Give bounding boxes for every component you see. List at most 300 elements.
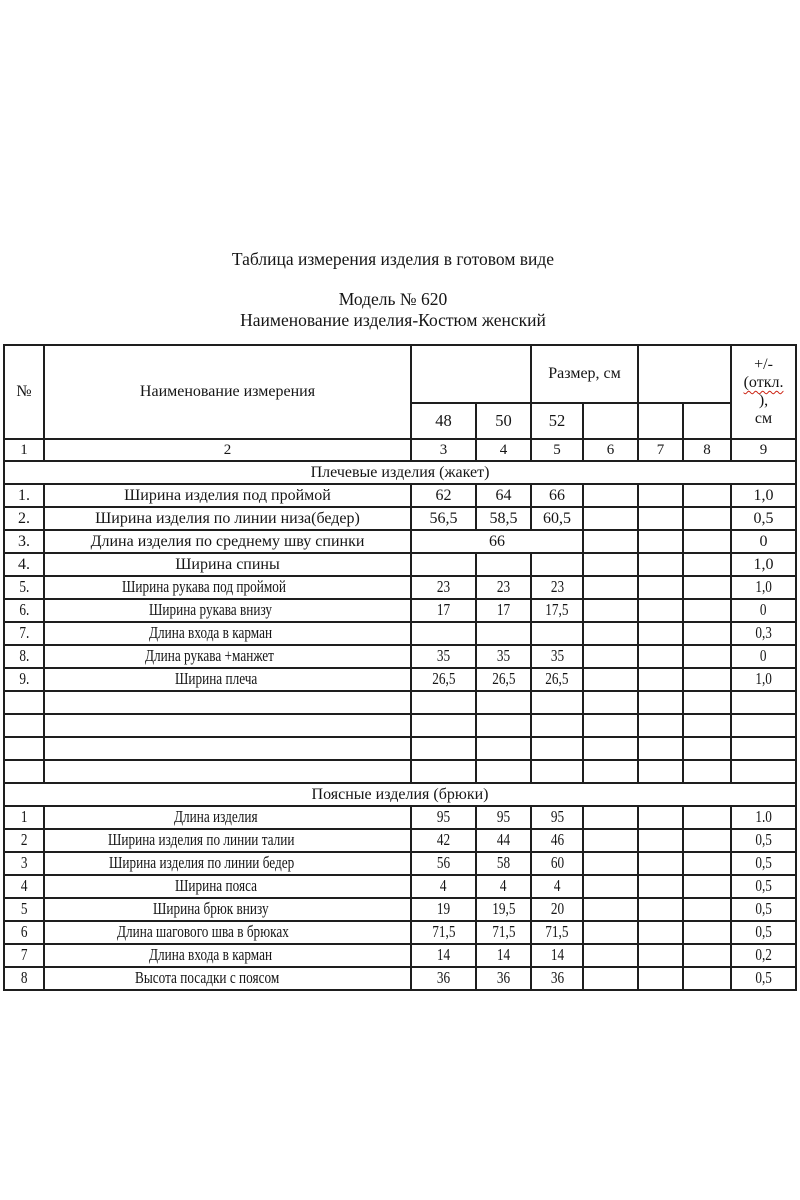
size-value-cell-text: 46 <box>550 830 564 849</box>
col-number-4: 4 <box>476 439 531 461</box>
measurement-name-cell <box>44 645 411 668</box>
measurement-name-cell <box>44 530 411 553</box>
size-value-cell <box>583 737 638 760</box>
size-value-cell <box>583 530 638 553</box>
size-value-cell <box>583 599 638 622</box>
tolerance-cell-text: 0 <box>760 600 767 619</box>
measurement-name-cell-text: Ширина брюк внизу <box>153 899 269 918</box>
size-value-cell-text: 19,5 <box>491 899 516 918</box>
header-size-group: Размер, см <box>531 345 638 403</box>
size-value-cell <box>476 645 531 668</box>
size-value-cell <box>638 898 683 921</box>
size-value-cell <box>476 599 531 622</box>
size-value-cell <box>683 507 731 530</box>
size-header-50: 50 <box>476 403 531 439</box>
measurement-name-cell <box>44 898 411 921</box>
tolerance-cell <box>731 599 796 622</box>
size-value-cell <box>531 668 583 691</box>
measurement-name-cell-text: Ширина рукава внизу <box>148 600 272 619</box>
measurement-name-cell <box>44 553 411 576</box>
size-value-cell <box>411 852 476 875</box>
size-value-cell <box>411 484 476 507</box>
col-number-8: 8 <box>683 439 731 461</box>
size-value-cell-text: 36 <box>436 968 451 987</box>
col-number-2: 2 <box>44 439 411 461</box>
size-header-blank-1 <box>583 403 638 439</box>
size-value-cell <box>683 645 731 668</box>
size-value-cell-text: 66 <box>549 486 565 504</box>
col-number-3: 3 <box>411 439 476 461</box>
header-gap-right <box>638 345 731 403</box>
size-value-cell <box>411 714 476 737</box>
size-value-cell-text: 35 <box>436 646 451 665</box>
col-number-7: 7 <box>638 439 683 461</box>
size-value-cell <box>683 806 731 829</box>
row-number-cell-text: 2 <box>20 830 28 849</box>
size-value-cell <box>476 875 531 898</box>
size-value-cell <box>411 622 476 645</box>
measurement-name-cell-text: Ширина изделия под проймой <box>124 486 331 504</box>
size-value-cell <box>683 668 731 691</box>
row-number-cell <box>4 553 44 576</box>
size-value-cell <box>583 507 638 530</box>
size-value-cell <box>683 829 731 852</box>
tolerance-cell <box>731 691 796 714</box>
tolerance-cell <box>731 484 796 507</box>
size-value-cell-text: 23 <box>436 577 451 596</box>
size-value-cell <box>476 852 531 875</box>
measurement-row <box>4 576 796 599</box>
size-value-cell <box>683 898 731 921</box>
size-value-cell-text: 64 <box>495 486 512 504</box>
row-number-cell-text: 3. <box>18 532 30 550</box>
size-value-cell <box>683 875 731 898</box>
measurement-name-cell <box>44 622 411 645</box>
size-value-cell <box>583 806 638 829</box>
size-value-cell <box>476 691 531 714</box>
size-value-cell <box>476 898 531 921</box>
size-value-cell <box>638 760 683 783</box>
tolerance-line-3: ), <box>758 392 769 409</box>
measurement-name-cell-text: Длина изделия <box>173 807 258 826</box>
size-value-cell <box>583 921 638 944</box>
measurement-name-cell-text: Ширина пояса <box>174 876 257 895</box>
measurement-row <box>4 944 796 967</box>
size-value-cell-text: 71,5 <box>491 922 516 941</box>
size-value-cell <box>583 875 638 898</box>
size-value-cell <box>683 714 731 737</box>
measurement-row <box>4 599 796 622</box>
size-value-cell <box>531 852 583 875</box>
size-value-cell-text: 95 <box>436 807 451 826</box>
section-header-row <box>4 461 796 484</box>
size-value-cell <box>683 921 731 944</box>
tolerance-cell <box>731 553 796 576</box>
size-value-cell <box>411 507 476 530</box>
tolerance-cell-text: 0 <box>759 532 768 550</box>
size-value-cell <box>476 507 531 530</box>
header-gap-left <box>411 345 531 403</box>
size-value-cell <box>411 806 476 829</box>
size-value-cell-text: 4 <box>440 876 447 895</box>
row-number-cell <box>4 944 44 967</box>
measurement-row <box>4 967 796 990</box>
row-number-cell <box>4 714 44 737</box>
size-value-cell <box>476 484 531 507</box>
measurement-name-cell <box>44 806 411 829</box>
size-value-cell <box>531 967 583 990</box>
measurement-row <box>4 622 796 645</box>
size-value-cell <box>411 576 476 599</box>
tolerance-cell <box>731 622 796 645</box>
row-number-cell <box>4 967 44 990</box>
document-title: Таблица измерения изделия в готовом виде <box>231 249 555 269</box>
size-value-cell <box>638 737 683 760</box>
tolerance-cell <box>731 852 796 875</box>
size-value-cell <box>583 967 638 990</box>
size-value-cell-text: 58 <box>496 853 511 872</box>
row-number-cell <box>4 898 44 921</box>
size-value-cell <box>531 898 583 921</box>
size-value-cell-text: 17,5 <box>545 600 569 619</box>
size-value-cell-text: 44 <box>496 830 511 849</box>
measurement-name-cell-text: Длина входа в карман <box>148 623 272 642</box>
tolerance-cell-text: 1,0 <box>755 577 772 596</box>
row-number-cell <box>4 737 44 760</box>
tolerance-cell-text: 1,0 <box>755 669 772 688</box>
size-value-cell-text: 71,5 <box>431 922 456 941</box>
row-number-cell-text: 9. <box>19 669 29 688</box>
size-value-cell <box>638 852 683 875</box>
size-value-cell <box>583 714 638 737</box>
tolerance-cell <box>731 921 796 944</box>
title-block <box>0 249 786 331</box>
measurement-name-cell <box>44 852 411 875</box>
tolerance-cell <box>731 737 796 760</box>
row-number-cell <box>4 576 44 599</box>
tolerance-cell-text: 0,5 <box>755 830 772 849</box>
size-value-cell <box>638 576 683 599</box>
size-value-cell <box>583 829 638 852</box>
size-value-cell-text: 60,5 <box>543 509 571 527</box>
size-value-cell <box>411 737 476 760</box>
measurement-name-cell-text: Ширина спины <box>175 555 280 573</box>
row-number-cell <box>4 622 44 645</box>
row-number-cell <box>4 852 44 875</box>
size-value-cell <box>411 599 476 622</box>
size-value-cell <box>583 484 638 507</box>
size-value-cell <box>583 645 638 668</box>
size-value-merged-cell <box>411 530 583 553</box>
section-title-cell-text: Поясные изделия (брюки) <box>311 785 489 803</box>
row-number-cell <box>4 806 44 829</box>
tolerance-cell <box>731 507 796 530</box>
tolerance-cell <box>731 875 796 898</box>
row-number-cell-text: 7. <box>19 623 29 642</box>
table-header-row-1 <box>4 345 796 403</box>
size-value-cell <box>476 668 531 691</box>
size-value-cell <box>583 852 638 875</box>
size-value-cell <box>638 967 683 990</box>
size-value-cell-text: 14 <box>436 945 451 964</box>
size-value-cell <box>683 944 731 967</box>
size-value-cell <box>531 829 583 852</box>
size-value-cell <box>531 737 583 760</box>
size-value-merged-cell-text: 66 <box>489 532 505 550</box>
tolerance-cell <box>731 829 796 852</box>
size-value-cell-text: 56,5 <box>429 509 458 527</box>
size-value-cell <box>531 806 583 829</box>
size-value-cell <box>531 714 583 737</box>
size-value-cell-text: 26,5 <box>545 669 569 688</box>
measurement-name-cell-text: Длина изделия по среднему шву спинки <box>90 532 365 550</box>
size-value-cell <box>583 944 638 967</box>
size-value-cell <box>531 875 583 898</box>
measurement-name-cell <box>44 875 411 898</box>
row-number-cell <box>4 691 44 714</box>
measurement-row <box>4 530 796 553</box>
empty-row <box>4 714 796 737</box>
size-value-cell-text: 4 <box>553 876 561 895</box>
size-value-cell <box>476 714 531 737</box>
size-value-cell-text: 17 <box>436 600 451 619</box>
row-number-cell <box>4 668 44 691</box>
section-header-row <box>4 783 796 806</box>
size-value-cell <box>683 553 731 576</box>
row-number-cell-text: 1. <box>18 486 30 504</box>
tolerance-cell <box>731 806 796 829</box>
size-value-cell <box>531 599 583 622</box>
measurement-name-cell <box>44 737 411 760</box>
size-value-cell <box>638 530 683 553</box>
size-value-cell <box>476 760 531 783</box>
size-value-cell <box>476 921 531 944</box>
tolerance-cell-text: 0,5 <box>755 968 772 987</box>
measurement-row <box>4 507 796 530</box>
measurement-name-cell-text: Ширина изделия по линии низа(бедер) <box>95 509 360 527</box>
empty-row <box>4 737 796 760</box>
size-value-cell <box>411 645 476 668</box>
tolerance-cell <box>731 898 796 921</box>
product-name: Наименование изделия-Костюм женский <box>240 310 546 330</box>
size-value-cell <box>476 576 531 599</box>
row-number-cell-text: 4 <box>20 876 28 895</box>
col-number-5: 5 <box>531 439 583 461</box>
size-value-cell <box>638 944 683 967</box>
row-number-cell-text: 8. <box>19 646 29 665</box>
row-number-cell <box>4 507 44 530</box>
size-value-cell <box>531 921 583 944</box>
size-value-cell <box>638 553 683 576</box>
size-value-cell-text: 71,5 <box>545 922 569 941</box>
row-number-cell-text: 8 <box>20 968 28 987</box>
tolerance-cell-text: 0,5 <box>755 922 772 941</box>
tolerance-cell <box>731 668 796 691</box>
tolerance-cell <box>731 645 796 668</box>
measurement-row <box>4 668 796 691</box>
measurement-row <box>4 806 796 829</box>
row-number-cell <box>4 530 44 553</box>
measurement-name-cell <box>44 668 411 691</box>
tolerance-line-4: см <box>754 410 773 427</box>
row-number-cell <box>4 760 44 783</box>
size-value-cell <box>683 576 731 599</box>
size-value-cell <box>683 484 731 507</box>
size-value-cell-text: 23 <box>550 577 564 596</box>
size-value-cell <box>683 691 731 714</box>
size-value-cell <box>583 553 638 576</box>
size-header-48: 48 <box>411 403 476 439</box>
measurement-name-cell <box>44 714 411 737</box>
tolerance-cell <box>731 576 796 599</box>
row-number-cell-text: 7 <box>20 945 28 964</box>
size-value-cell <box>638 875 683 898</box>
size-value-cell-text: 23 <box>496 577 511 596</box>
size-value-cell <box>683 599 731 622</box>
size-value-cell <box>531 484 583 507</box>
size-value-cell <box>531 691 583 714</box>
tolerance-cell <box>731 944 796 967</box>
size-value-cell <box>638 921 683 944</box>
section-title-cell <box>4 783 796 806</box>
size-value-cell <box>638 668 683 691</box>
measurement-name-cell <box>44 760 411 783</box>
measurement-name-cell-text: Длина рукава +манжет <box>144 646 274 665</box>
measurement-row <box>4 829 796 852</box>
size-value-cell-text: 20 <box>550 899 564 918</box>
measurement-name-cell-text: Высота посадки с поясом <box>135 968 280 987</box>
measurement-row <box>4 875 796 898</box>
size-value-cell <box>683 622 731 645</box>
measurement-name-cell-text: Ширина плеча <box>174 669 258 688</box>
measurement-row <box>4 921 796 944</box>
size-value-cell <box>638 599 683 622</box>
measurement-name-cell <box>44 484 411 507</box>
row-number-cell <box>4 829 44 852</box>
size-value-cell-text: 95 <box>496 807 511 826</box>
size-value-cell <box>638 507 683 530</box>
size-value-cell-text: 19 <box>436 899 451 918</box>
size-value-cell <box>476 622 531 645</box>
tolerance-cell <box>731 967 796 990</box>
tolerance-cell-text: 0 <box>760 646 767 665</box>
header-measurement-name: Наименование измерения <box>44 345 411 439</box>
size-value-cell <box>583 576 638 599</box>
size-value-cell-text: 95 <box>550 807 564 826</box>
size-value-cell <box>411 829 476 852</box>
row-number-cell <box>4 875 44 898</box>
size-value-cell <box>531 944 583 967</box>
size-value-cell-text: 17 <box>496 600 511 619</box>
model-number: Модель № 620 <box>338 289 448 309</box>
tolerance-cell-text: 0,5 <box>755 899 772 918</box>
header-number-sign: № <box>4 345 44 439</box>
col-number-9: 9 <box>731 439 796 461</box>
measurement-row <box>4 898 796 921</box>
measurement-name-cell-text: Длина шагового шва в брюках <box>117 922 290 941</box>
size-value-cell <box>531 645 583 668</box>
measurement-name-cell <box>44 599 411 622</box>
table-body <box>4 461 796 990</box>
size-value-cell <box>583 760 638 783</box>
row-number-cell-text: 3 <box>20 853 28 872</box>
row-number-cell <box>4 921 44 944</box>
size-header-blank-2 <box>638 403 683 439</box>
row-number-cell <box>4 645 44 668</box>
size-value-cell <box>583 622 638 645</box>
header-tolerance <box>731 345 796 439</box>
size-value-cell <box>531 553 583 576</box>
tolerance-cell <box>731 760 796 783</box>
tolerance-cell-text: 1.0 <box>755 807 772 826</box>
size-value-cell <box>411 668 476 691</box>
size-value-cell <box>638 622 683 645</box>
size-value-cell <box>683 852 731 875</box>
size-value-cell <box>638 691 683 714</box>
size-value-cell <box>683 760 731 783</box>
row-number-cell-text: 6. <box>19 600 29 619</box>
measurement-name-cell <box>44 829 411 852</box>
measurement-name-cell-text: Ширина изделия по линии бедер <box>108 853 294 872</box>
size-value-cell <box>583 691 638 714</box>
tolerance-line-1: +/- <box>754 356 773 373</box>
col-number-1: 1 <box>4 439 44 461</box>
size-value-cell <box>411 691 476 714</box>
size-value-cell-text: 56 <box>436 853 451 872</box>
size-header-52: 52 <box>531 403 583 439</box>
measurement-name-cell-text: Ширина изделия по линии талии <box>107 830 295 849</box>
measurement-name-cell-text: Ширина рукава под проймой <box>122 577 287 596</box>
size-value-cell-text: 26,5 <box>431 669 456 688</box>
size-value-cell <box>638 714 683 737</box>
size-value-cell <box>476 967 531 990</box>
size-value-cell-text: 58,5 <box>489 509 518 527</box>
measurement-table <box>3 344 797 991</box>
size-value-cell <box>531 576 583 599</box>
size-value-cell-text: 14 <box>550 945 564 964</box>
table-header-row-column-numbers <box>4 439 796 461</box>
size-value-cell <box>476 829 531 852</box>
size-value-cell-text: 36 <box>496 968 511 987</box>
size-value-cell-text: 14 <box>496 945 511 964</box>
empty-row <box>4 760 796 783</box>
size-value-cell <box>638 829 683 852</box>
size-value-cell <box>411 967 476 990</box>
row-number-cell-text: 5 <box>20 899 28 918</box>
size-value-cell-text: 36 <box>550 968 564 987</box>
empty-row <box>4 691 796 714</box>
tolerance-line-2-spellcheck: (откл. <box>743 374 784 391</box>
size-value-cell <box>683 530 731 553</box>
size-value-cell <box>683 737 731 760</box>
size-value-cell <box>683 967 731 990</box>
tolerance-cell <box>731 714 796 737</box>
measurement-name-cell <box>44 967 411 990</box>
measurement-row <box>4 852 796 875</box>
size-value-cell-text: 35 <box>550 646 564 665</box>
tolerance-cell-text: 1,0 <box>753 486 774 504</box>
row-number-cell-text: 4. <box>18 555 30 573</box>
size-value-cell-text: 42 <box>436 830 451 849</box>
size-value-cell <box>411 898 476 921</box>
size-value-cell-text: 26,5 <box>491 669 516 688</box>
row-number-cell-text: 6 <box>20 922 28 941</box>
tolerance-cell-text: 0,2 <box>755 945 772 964</box>
size-value-cell <box>411 944 476 967</box>
measurement-name-cell <box>44 507 411 530</box>
size-value-cell <box>476 553 531 576</box>
size-value-cell <box>476 737 531 760</box>
